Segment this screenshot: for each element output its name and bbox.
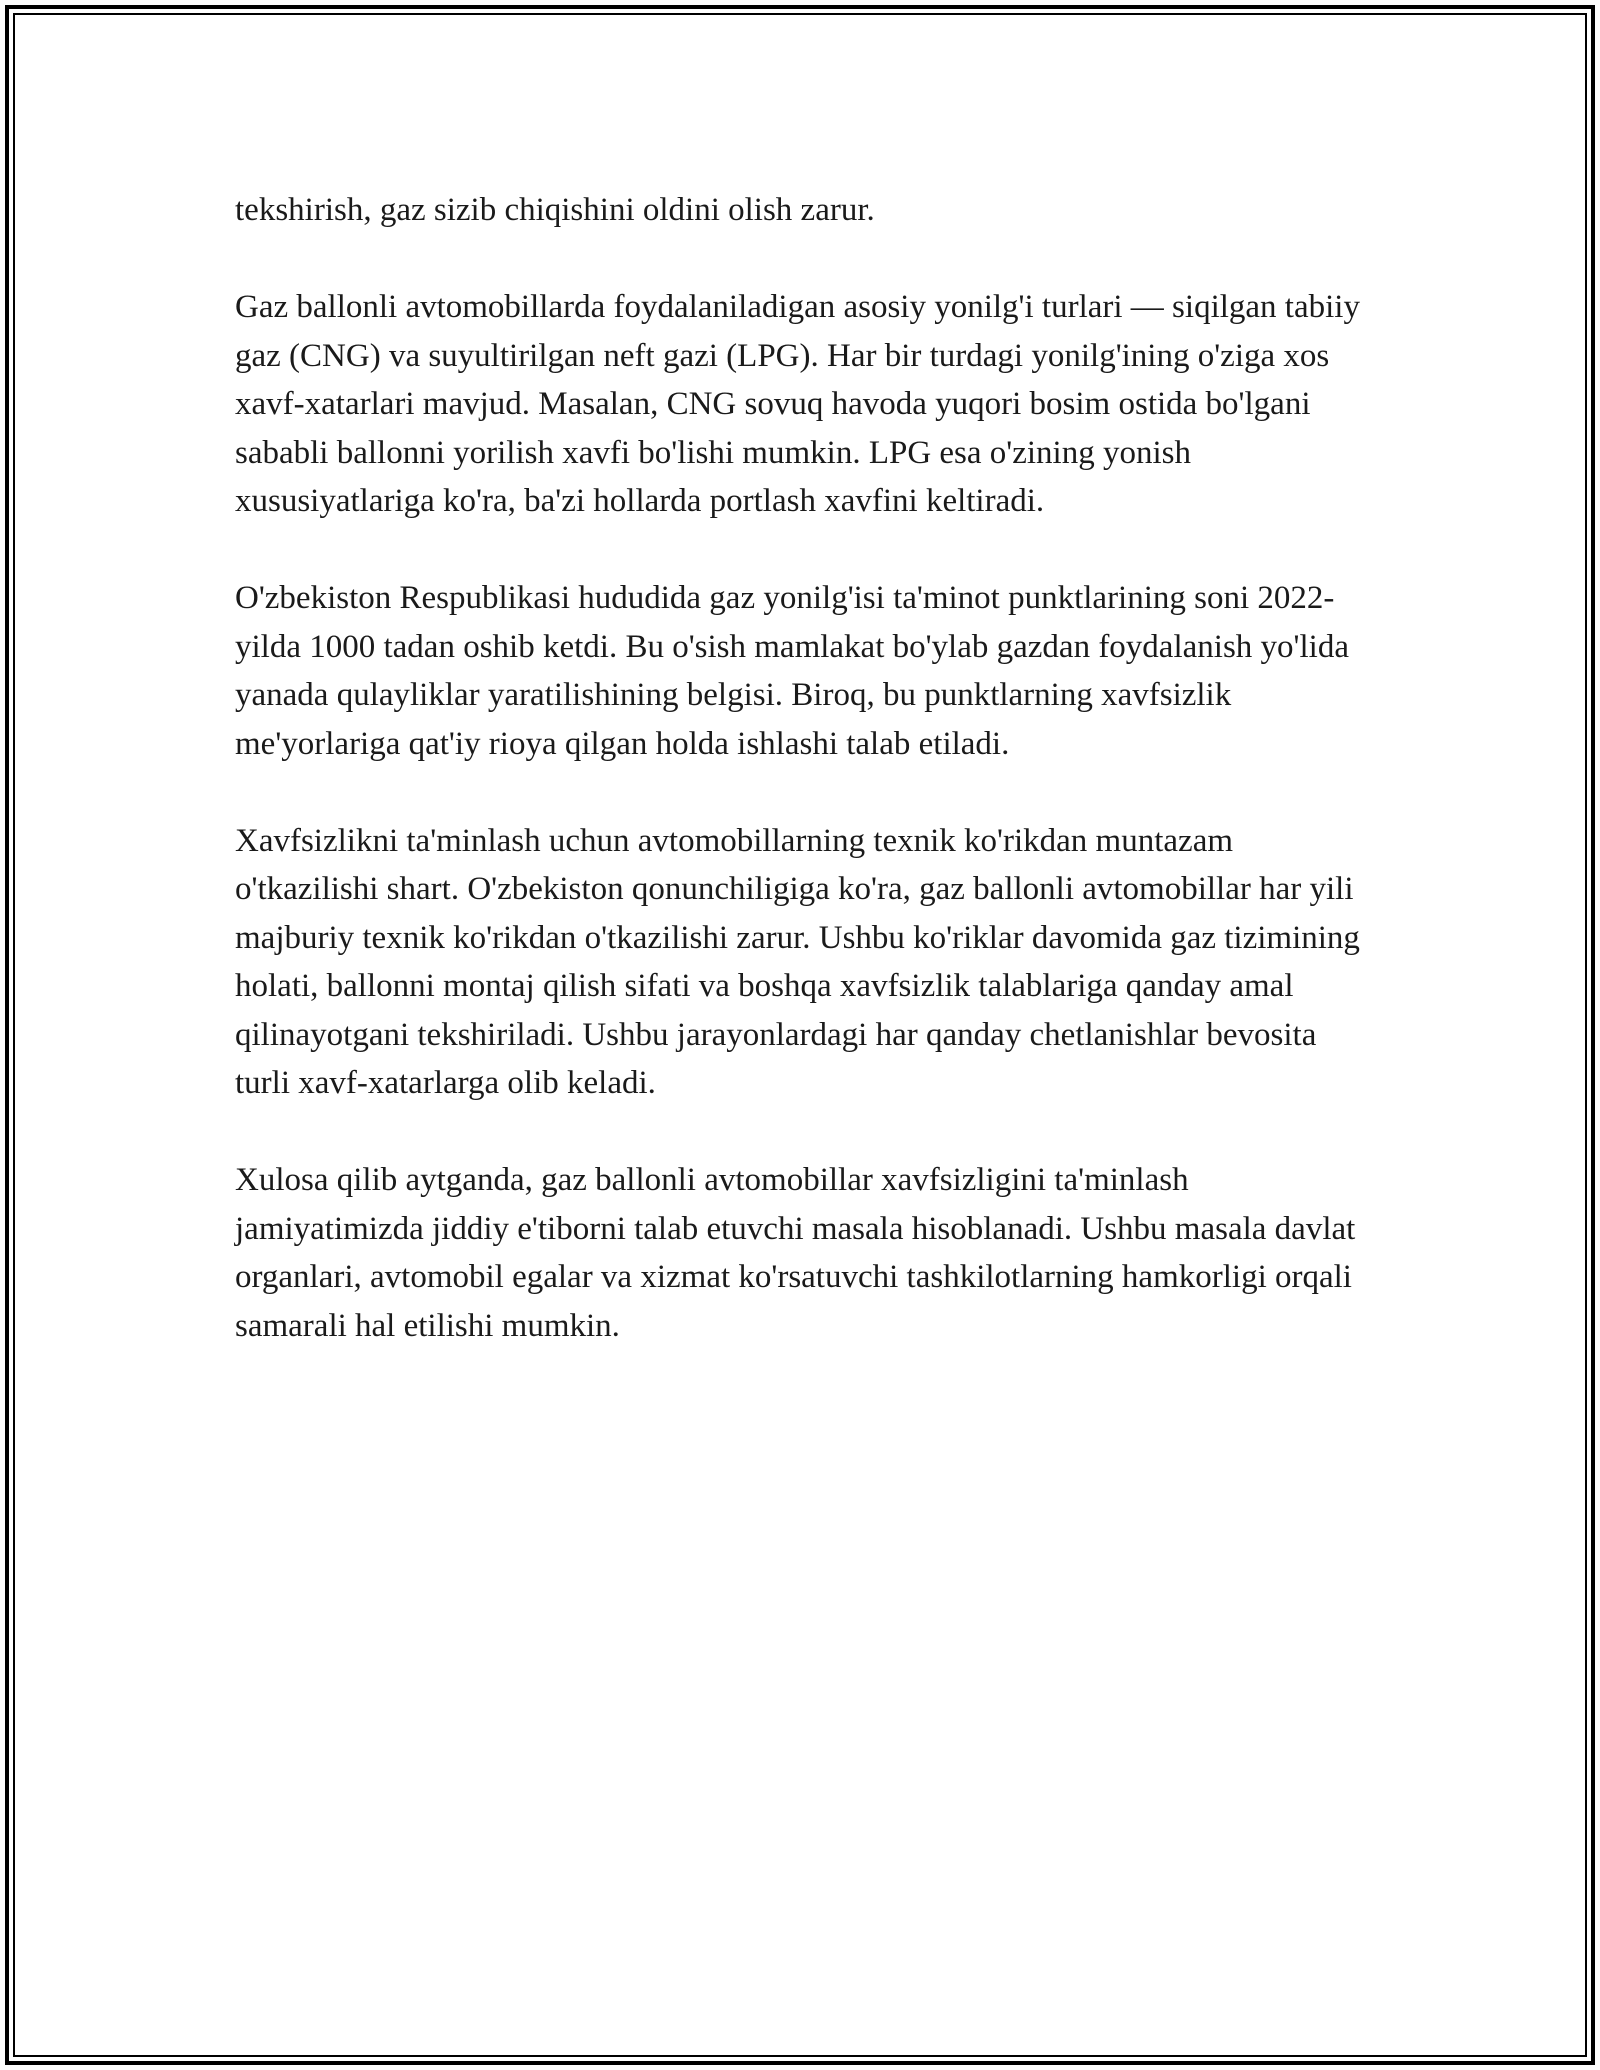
paragraph-continuation: tekshirish, gaz sizib chiqishini oldini olish zarur.	[235, 192, 875, 228]
document-body	[235, 186, 1375, 1399]
paragraph-conclusion: Xulosa qilib aytganda, gaz ballonli avtomobillar xavfsizligini ta'minlash jamiyatimizda jiddiy e'tiborni talab etuvchi masala hisoblanadi. Ushbu masala davlat organlari, avtomobil egalar va xizmat ko'rsatuvchi tashkilotlarning hamkorligi orqali samarali hal etilishi mumkin.	[235, 1162, 1356, 1344]
paragraph-supply-points: O'zbekiston Respublikasi hududida gaz yonilg'isi ta'minot punktlarining soni 2022-yilda 1000 tadan oshib ketdi. Bu o'sish mamlakat bo'ylab gazdan foydalanish yo'lida yanada qulayliklar yaratilishining belgisi. Biroq, bu punktlarning xavfsizlik me'yorlariga qat'iy rioya qilgan holda ishlashi talab etiladi.	[235, 580, 1349, 762]
paragraph-technical-inspection: Xavfsizlikni ta'minlash uchun avtomobillarning texnik ko'rikdan muntazam o'tkazilishi shart. O'zbekiston qonunchiligiga ko'ra, gaz ballonli avtomobillar har yili majburiy texnik ko'rikdan o'tkazilishi zarur. Ushbu ko'riklar davomida gaz tizimining holati, ballonni montaj qilish sifati va boshqa xavfsizlik talablariga qanday amal qilinayotgani tekshiriladi. Ushbu jarayonlardagi har qanday chetlanishlar bevosita turli xavf-xatarlarga olib keladi.	[235, 822, 1360, 1101]
paragraph-fuel-types: Gaz ballonli avtomobillarda foydalaniladigan asosiy yonilg'i turlari — siqilgan tabiiy gaz (CNG) va suyultirilgan neft gazi (LPG). Har bir turdagi yonilg'ining o'ziga xos xavf-xatarlari mavjud. Masalan, CNG sovuq havoda yuqori bosim ostida bo'lgani sababli ballonni yorilish xavfi bo'lishi mumkin. LPG esa o'zining yonish xususiyatlariga ko'ra, ba'zi hollarda portlash xavfini keltiradi.	[235, 289, 1360, 519]
